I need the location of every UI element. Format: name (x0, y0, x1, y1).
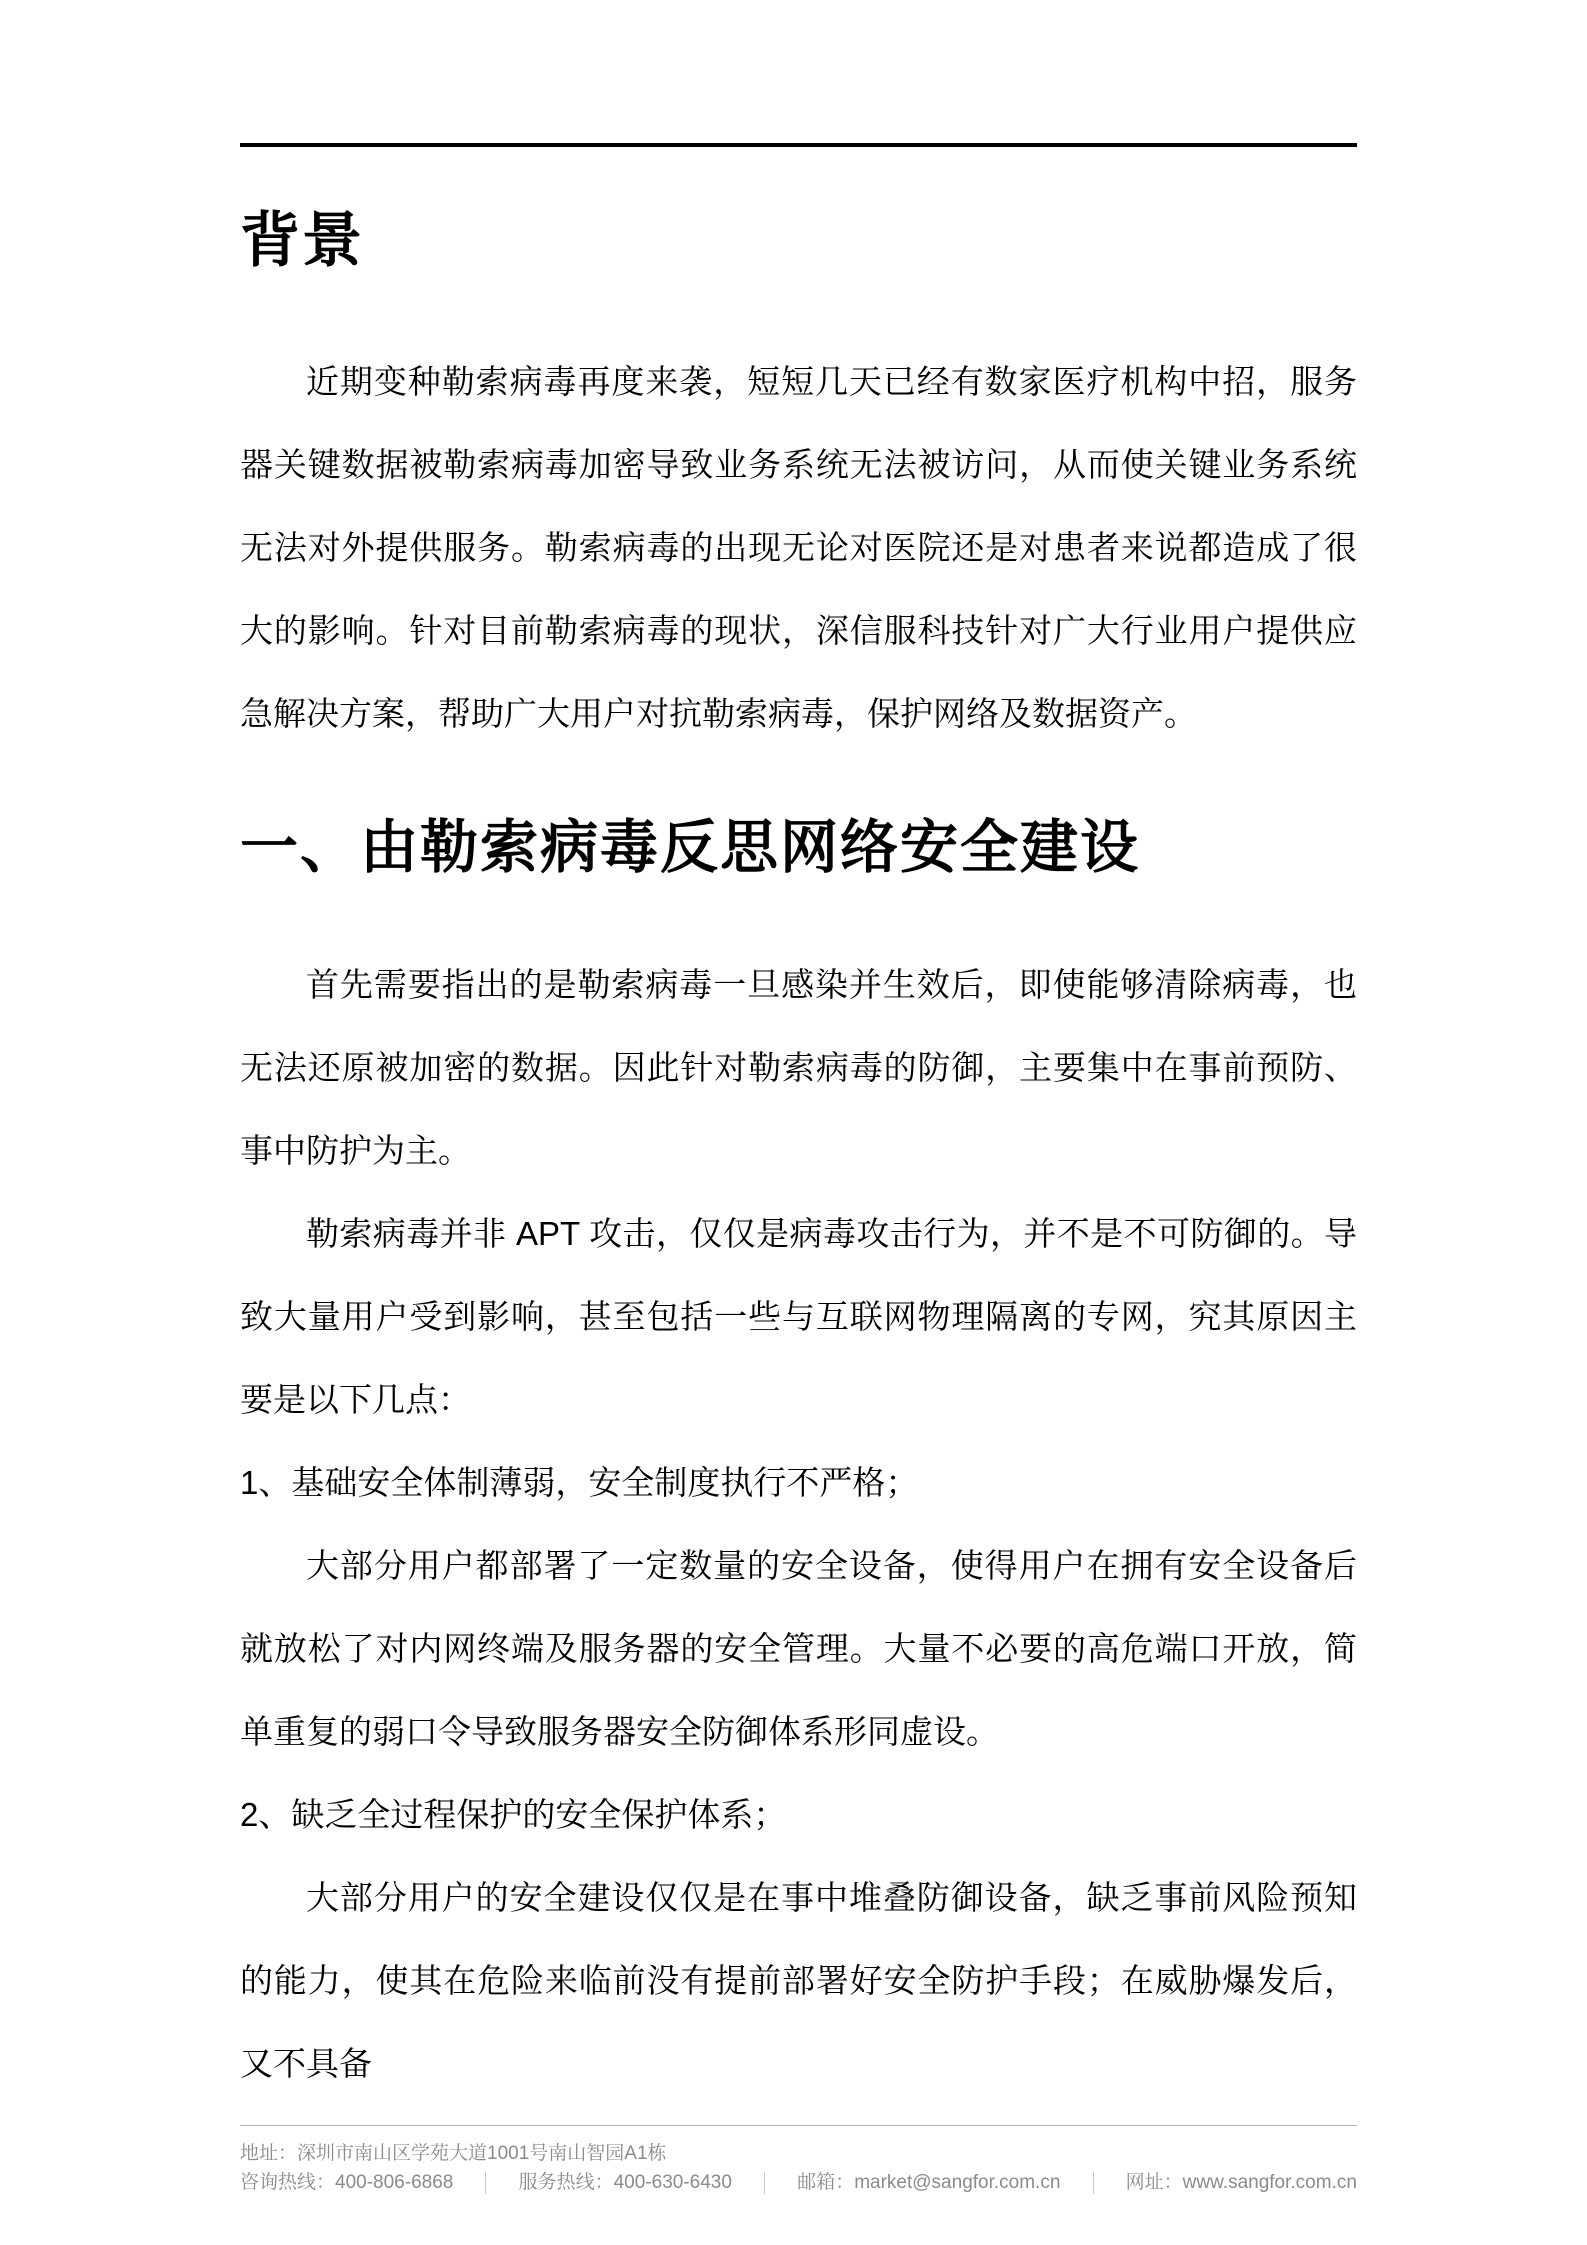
footer-separator (764, 2172, 765, 2194)
footer-contact-value: 400-630-6430 (613, 2172, 732, 2193)
page-title: 背景 (240, 207, 364, 274)
footer-contact-value: 400-806-6868 (335, 2172, 454, 2193)
section-paragraph: 大部分用户的安全建设仅仅是在事中堆叠防御设备，缺乏事前风险预知的能力，使其在危险来临前没有提前部署好安全防护手段；在威胁爆发后，又不具备 (240, 1879, 1357, 2082)
footer-address-value: 深圳市南山区学苑大道1001号南山智园A1栋 (297, 2143, 667, 2164)
section-paragraph: 大部分用户都部署了一定数量的安全设备，使得用户在拥有安全设备后就放松了对内网终端及服务器的安全管理。大量不必要的高危端口开放，简单重复的弱口令导致服务器安全防御体系形同虚设。 (240, 1547, 1357, 1750)
footer-contact-label: 咨询热线： (240, 2172, 336, 2193)
section-paragraph: 勒索病毒并非 APT 攻击，仅仅是病毒攻击行为，并不是不可防御的。导致大量用户受到影响，甚至包括一些与互联网物理隔离的专网，究其原因主要是以下几点： (240, 1215, 1357, 1418)
footer-contact-service (519, 2169, 732, 2197)
footer-contact-value: market@sangfor.com.cn (854, 2172, 1061, 2193)
footer-address-label: 地址： (240, 2143, 298, 2164)
page-footer (240, 2125, 1357, 2197)
footer-contact-website (1126, 2169, 1357, 2197)
footer-divider (240, 2125, 1357, 2126)
intro-paragraph: 近期变种勒索病毒再度来袭，短短几天已经有数家医疗机构中招，服务器关键数据被勒索病毒加密导致业务系统无法被访问，从而使关键业务系统无法对外提供服务。勒索病毒的出现无论对医院还是对患者来说都造成了很大的影响。针对目前勒索病毒的现状，深信服科技针对广大行业用户提供应急解决方案，帮助广大用户对抗勒索病毒，保护网络及数据资产。 (240, 363, 1357, 732)
footer-address (240, 2140, 1357, 2168)
top-rule (240, 143, 1357, 147)
document-content (240, 0, 1357, 2197)
numbered-item: 2、缺乏全过程保护的安全保护体系； (240, 1796, 787, 1833)
numbered-item: 1、基础安全体制薄弱，安全制度执行不严格； (240, 1464, 919, 1501)
section-paragraph: 首先需要指出的是勒索病毒一旦感染并生效后，即使能够清除病毒，也无法还原被加密的数据。因此针对勒索病毒的防御，主要集中在事前预防、事中防护为主。 (240, 966, 1357, 1169)
footer-contact-value: www.sangfor.com.cn (1182, 2172, 1357, 2193)
footer-separator (1093, 2172, 1094, 2194)
footer-separator (485, 2172, 486, 2194)
footer-contact-email (797, 2169, 1060, 2197)
footer-contact-label: 服务热线： (518, 2172, 614, 2193)
section-heading: 一、由勒索病毒反思网络安全建设 (240, 815, 1141, 880)
footer-contact-label: 网址： (1125, 2172, 1183, 2193)
footer-contact-hotline (240, 2169, 453, 2197)
footer-contact-label: 邮箱： (797, 2172, 855, 2193)
footer-contacts (240, 2169, 1357, 2197)
